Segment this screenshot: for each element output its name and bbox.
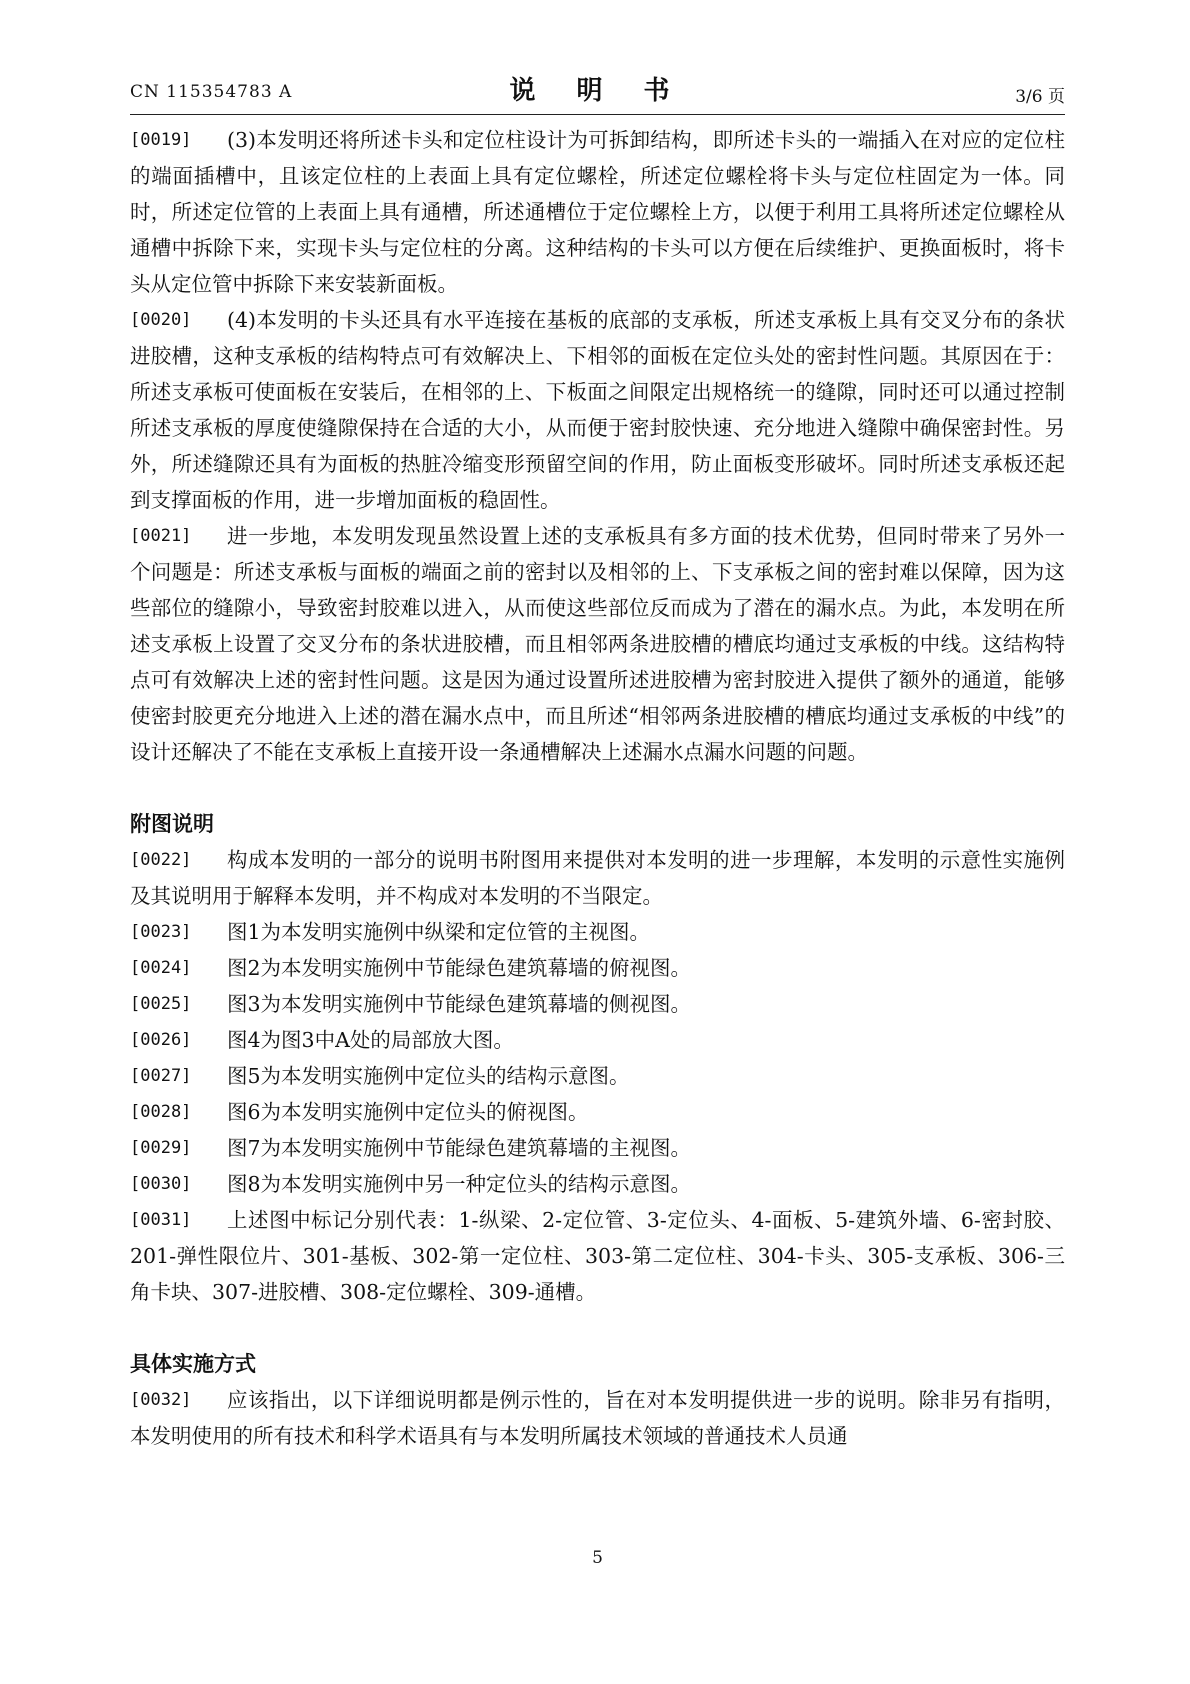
paragraph-text: 应该指出，以下详细说明都是例示性的，旨在对本发明提供进一步的说明。除非另有指明，本发明使用的所有技术和科学术语具有与本发明所属技术领域的普通技术人员通 xyxy=(130,1388,1065,1448)
paragraph-0031 xyxy=(130,1202,1065,1310)
page-number: 5 xyxy=(592,1548,603,1568)
paragraph-number: [0022] xyxy=(130,850,192,870)
section-title-figures: 附图说明 xyxy=(130,812,214,836)
patent-number: CN 115354783 A xyxy=(130,82,293,102)
document-body xyxy=(130,122,1065,1454)
paragraph-number: [0023] xyxy=(130,922,192,942)
paragraph-number: [0020] xyxy=(130,310,192,330)
paragraph-0032 xyxy=(130,1382,1065,1454)
patent-page xyxy=(130,0,1065,1684)
paragraph-0021 xyxy=(130,518,1065,770)
paragraph-number: [0032] xyxy=(130,1390,192,1410)
paragraph-number: [0024] xyxy=(130,958,192,978)
paragraph-0028 xyxy=(130,1094,1065,1130)
paragraph-number: [0025] xyxy=(130,994,192,1014)
section-title-embodiment: 具体实施方式 xyxy=(130,1352,256,1376)
section-gap xyxy=(130,1310,1065,1346)
paragraph-text: 图6为本发明实施例中定位头的俯视图。 xyxy=(227,1100,589,1124)
paragraph-0023 xyxy=(130,914,1065,950)
paragraph-number: [0028] xyxy=(130,1102,192,1122)
paragraph-text: 图5为本发明实施例中定位头的结构示意图。 xyxy=(227,1064,630,1088)
paragraph-number: [0030] xyxy=(130,1174,192,1194)
paragraph-number: [0026] xyxy=(130,1030,192,1050)
paragraph-text: 上述图中标记分别代表：1-纵梁、2-定位管、3-定位头、4-面板、5-建筑外墙、6-密封胶、201-弹性限位片、301-基板、302-第一定位柱、303-第二定位柱、304-卡头、305-支承板、306-三角卡块、307-进胶槽、308-定位螺栓、309-通槽。 xyxy=(130,1208,1065,1304)
paragraph-text: 图2为本发明实施例中节能绿色建筑幕墙的俯视图。 xyxy=(227,956,692,980)
paragraph-0029 xyxy=(130,1130,1065,1166)
paragraph-0027 xyxy=(130,1058,1065,1094)
page-header xyxy=(130,70,1065,116)
paragraph-number: [0029] xyxy=(130,1138,192,1158)
paragraph-0022 xyxy=(130,842,1065,914)
paragraph-0025 xyxy=(130,986,1065,1022)
section-gap xyxy=(130,770,1065,806)
page-indicator: 3/6 页 xyxy=(1015,87,1065,107)
paragraph-number: [0027] xyxy=(130,1066,192,1086)
paragraph-0024 xyxy=(130,950,1065,986)
paragraph-number: [0021] xyxy=(130,526,192,546)
paragraph-0020 xyxy=(130,302,1065,518)
paragraph-0026 xyxy=(130,1022,1065,1058)
header-divider xyxy=(130,114,1065,115)
paragraph-number: [0031] xyxy=(130,1210,192,1230)
paragraph-text: 图3为本发明实施例中节能绿色建筑幕墙的侧视图。 xyxy=(227,992,692,1016)
paragraph-text: (4)本发明的卡头还具有水平连接在基板的底部的支承板，所述支承板上具有交叉分布的条状进胶槽，这种支承板的结构特点可有效解决上、下相邻的面板在定位头处的密封性问题。其原因在于：所述支承板可使面板在安装后，在相邻的上、下板面之间限定出规格统一的缝隙，同时还可以通过控制所述支承板的厚度使缝隙保持在合适的大小，从而便于密封胶快速、充分地进入缝隙中确保密封性。另外，所述缝隙还具有为面板的热脏冷缩变形预留空间的作用，防止面板变形破坏。同时所述支承板还起到支撑面板的作用，进一步增加面板的稳固性。 xyxy=(130,308,1065,512)
paragraph-0030 xyxy=(130,1166,1065,1202)
paragraph-0019 xyxy=(130,122,1065,302)
paragraph-text: 图1为本发明实施例中纵梁和定位管的主视图。 xyxy=(227,920,651,944)
paragraph-text: 图8为本发明实施例中另一种定位头的结构示意图。 xyxy=(227,1172,692,1196)
paragraph-number: [0019] xyxy=(130,130,192,150)
paragraph-text: 图4为图3中A处的局部放大图。 xyxy=(227,1028,514,1052)
paragraph-text: 构成本发明的一部分的说明书附图用来提供对本发明的进一步理解，本发明的示意性实施例及其说明用于解释本发明，并不构成对本发明的不当限定。 xyxy=(130,848,1065,908)
paragraph-text: (3)本发明还将所述卡头和定位柱设计为可拆卸结构，即所述卡头的一端插入在对应的定位柱的端面插槽中，且该定位柱的上表面上具有定位螺栓，所述定位螺栓将卡头与定位柱固定为一体。同时，所述定位管的上表面上具有通槽，所述通槽位于定位螺栓上方，以便于利用工具将所述定位螺栓从通槽中拆除下来，实现卡头与定位柱的分离。这种结构的卡头可以方便在后续维护、更换面板时，将卡头从定位管中拆除下来安装新面板。 xyxy=(130,128,1065,296)
document-title: 说 明 书 xyxy=(509,76,686,106)
paragraph-text: 进一步地，本发明发现虽然设置上述的支承板具有多方面的技术优势，但同时带来了另外一个问题是：所述支承板与面板的端面之前的密封以及相邻的上、下支承板之间的密封难以保障，因为这些部位的缝隙小，导致密封胶难以进入，从而使这些部位反而成为了潜在的漏水点。为此，本发明在所述支承板上设置了交叉分布的条状进胶槽，而且相邻两条进胶槽的槽底均通过支承板的中线。这结构特点可有效解决上述的密封性问题。这是因为通过设置所述进胶槽为密封胶进入提供了额外的通道，能够使密封胶更充分地进入上述的潜在漏水点中，而且所述“相邻两条进胶槽的槽底均通过支承板的中线”的设计还解决了不能在支承板上直接开设一条通槽解决上述漏水点漏水问题的问题。 xyxy=(130,524,1065,764)
paragraph-text: 图7为本发明实施例中节能绿色建筑幕墙的主视图。 xyxy=(227,1136,692,1160)
